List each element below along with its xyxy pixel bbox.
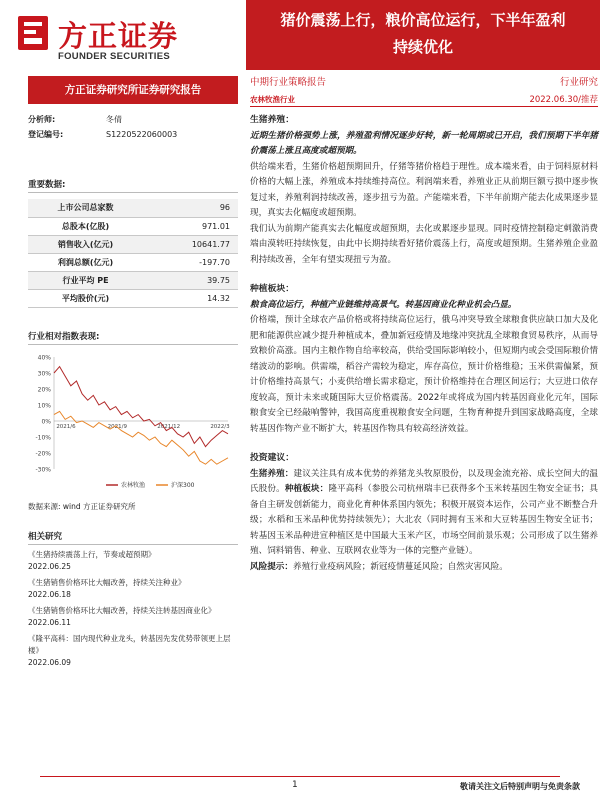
risk-paragraph [250,560,598,576]
inv-plant-head: 种植板块： [284,484,329,494]
related-list [28,549,238,669]
meta-divider [250,106,598,107]
related-item-date: 2022.06.11 [28,617,71,627]
x-tick-label: 2021/12 [157,423,181,430]
report-type: 中期行业策略报告 [250,77,327,88]
key-data-table [28,199,238,308]
y-tick-label: 30% [37,370,51,377]
industry-name: 农林牧渔行业 [250,95,295,104]
y-tick-label: 10% [37,402,51,409]
logo-text-cn: 方正证券 [58,19,179,53]
investment-paragraph [250,467,598,560]
analyst-row [28,112,238,127]
y-tick-label: 20% [37,386,51,393]
key-data-label: 行业平均 PE [28,271,143,289]
pig-paragraph-1: 供给端来看，生猪价格超预期回升，仔猪等猪价格趋于理性。成本端来看，由于饲料原材料价格的大幅上涨，养殖成本持续维持高位。利润端来看，养殖业正从前期巨额亏损中逐步恢复过来，养殖利润持续改善，逐步扭亏为盈。产能端来看，下半年前期产能去化成果逐步显现，真实去化幅度或超预期。 [250,161,598,218]
key-data-value: -197.70 [143,253,238,271]
series-line-1 [54,411,228,464]
key-data-value: 10641.77 [143,235,238,253]
logo-text-en: FOUNDER SECURITIES [58,51,171,62]
related-item-title[interactable]: 《生猪销售价格环比大幅改善，持续关注转基因商业化》 [28,605,216,615]
plant-lead: 粮食高位运行，种植产业链维持高景气。转基因商业化种业机会凸显。 [250,299,517,310]
key-data-title: 重要数据: [28,178,238,193]
analyst-label: 分析师: [28,115,56,124]
key-data-label: 平均股价(元) [28,289,143,307]
page-footer [0,770,600,800]
related-item-date: 2022.06.09 [28,657,71,667]
plant-paragraph-1: 价格端，预计全球农产品价格或将持续高位运行，俄乌冲突导致全球粮食供应缺口加大及化肥和能源供应减少提升种植成本，叠加新冠疫情及地缘冲突扰乱全球粮食贸易秩序，从而导致粮价高涨。国内主粮作物自给率较高，供给受国际影响较小，但短期内或会受国际粮价情绪波动的影响。供需端，稻谷产需较为稳定，库存高位，预计价格维稳；玉米供需偏紧，预计价格维持高景气；小麦供给增长需求稳定，预计价格维持在合理区间运行；大豆进口依存度较高，预计未来或随国际大豆价格震荡。2022年或将成为国内转基因商业化元年，国际粮食安全已经敲响警钟，我国高度重视粮食安全问题，生物育种提升到国家战略高度，全球转基因作物产业不断扩大，转基因作物具有较高经济效益。 [250,315,598,434]
related-item-title[interactable]: 《隆平高科：国内现代种业龙头，转基因先发优势带领更上层楼》 [28,633,231,655]
key-data-row [28,253,238,271]
report-category: 行业研究 [559,77,598,88]
x-tick-label: 2021/6 [56,423,76,430]
registration-row [28,127,238,142]
key-data-row [28,217,238,235]
y-tick-label: -20% [35,450,51,457]
key-data-value: 39.75 [143,271,238,289]
analyst-name: 冬倩 [106,115,122,124]
key-data-row [28,199,238,217]
x-tick-label: 2021/9 [107,423,128,430]
investment-heading: 投资建议： [250,453,294,463]
series-line-0 [54,366,228,446]
report-title [246,0,600,70]
inv-pig-text: 建议关注具有成本优势的养猪龙头牧原股份，以及现金流充裕、成长空间大的温氏股份。 [250,468,598,494]
related-item-date: 2022.06.18 [28,589,71,599]
related-item-date: 2022.06.25 [28,561,71,571]
inv-pig-head: 生猪养殖： [250,468,294,479]
risk-head: 风险提示： [250,561,293,572]
y-tick-label: 0% [41,418,51,425]
perf-title: 行业相对指数表现: [28,330,238,345]
chart-source: 数据来源: wind 方正证券研究所 [28,501,136,511]
main-content [250,113,598,575]
legend-label: 农林牧渔 [121,481,146,489]
pig-section-heading: 生猪养殖： [250,115,294,125]
founder-logo-icon [18,16,48,50]
key-data-value: 971.01 [143,217,238,235]
disclaimer-text: 敬请关注文后特别声明与免责条款 [460,782,580,791]
left-sidebar [28,112,238,669]
y-tick-label: -10% [35,434,51,441]
y-tick-label: 40% [37,354,51,361]
key-data-label: 总股本(亿股) [28,217,143,235]
date-rating: 2022.06.30/推荐 [529,95,598,105]
registration-label: 登记编号: [28,130,64,139]
key-data-value: 96 [143,199,238,217]
founder-logo [14,12,230,64]
y-tick-label: -30% [35,466,51,473]
relative-index-chart [28,351,238,497]
report-title-line2: 持续优化 [392,38,453,56]
related-item-title[interactable]: 《生猪持续震荡上行，节奏或超预期》 [28,549,156,559]
legend-label: 沪深300 [171,481,195,489]
institute-banner: 方正证券研究所证券研究报告 [28,76,238,104]
key-data-label: 利润总额(亿元) [28,253,143,271]
related-title: 相关研究 [28,530,238,545]
key-data-row [28,271,238,289]
related-item-title[interactable]: 《生猪销售价格环比大幅改善，持续关注种业》 [28,577,186,587]
inv-plant-text: 隆平高科（参股公司杭州瑞丰已获得多个玉米转基因生物安全证书；具备自主研发创新能力，商业化育种体系国内领先；积极开展资本运作，公司产业不断整合升级；水稻和玉米品种优势持续领先）；大北农（同时拥有玉米和大豆转基因生物安全证书；转基因玉米品种进宣种植区是中国最大玉米产区，市场空间前景乐观；公司形成了以生猪养殖、饲料销售、种业、互联网农业等为一体的完整产业链）。 [250,484,598,556]
footer-divider [40,776,560,777]
key-data-row [28,289,238,307]
chart-svg [28,351,238,497]
registration-number: S1220522060003 [106,130,178,139]
key-data-label: 销售收入(亿元) [28,235,143,253]
key-data-row [28,235,238,253]
key-data-value: 14.32 [143,289,238,307]
pig-lead: 近期生猪价格强势上涨，养殖盈利情况逐步好转，新一轮周期或已开启，我们预期下半年猪价震荡上涨且高度或超预期。 [250,130,598,156]
key-data-label: 上市公司总家数 [28,199,143,217]
x-tick-label: 2022/3 [210,423,230,430]
pig-paragraph-2: 我们认为前期产能真实去化幅度或超预期，去化或累逐步显现。同时疫情控制稳定刺激消费端由漠转旺持续恢复，由此中长期持续看好猪价震荡上行，高度或超预期。生猪养殖企业盈利持续改善，全年有望实现扭亏为盈。 [250,223,598,265]
risk-text: 养殖行业疫病风险；新冠疫情蔓延风险；自然灾害风险。 [292,561,508,572]
plant-section-heading: 种植板块： [250,284,294,294]
report-title-line1: 猪价震荡上行，粮价高位运行，下半年盈利 [280,11,566,29]
page-number: 1 [292,780,298,790]
